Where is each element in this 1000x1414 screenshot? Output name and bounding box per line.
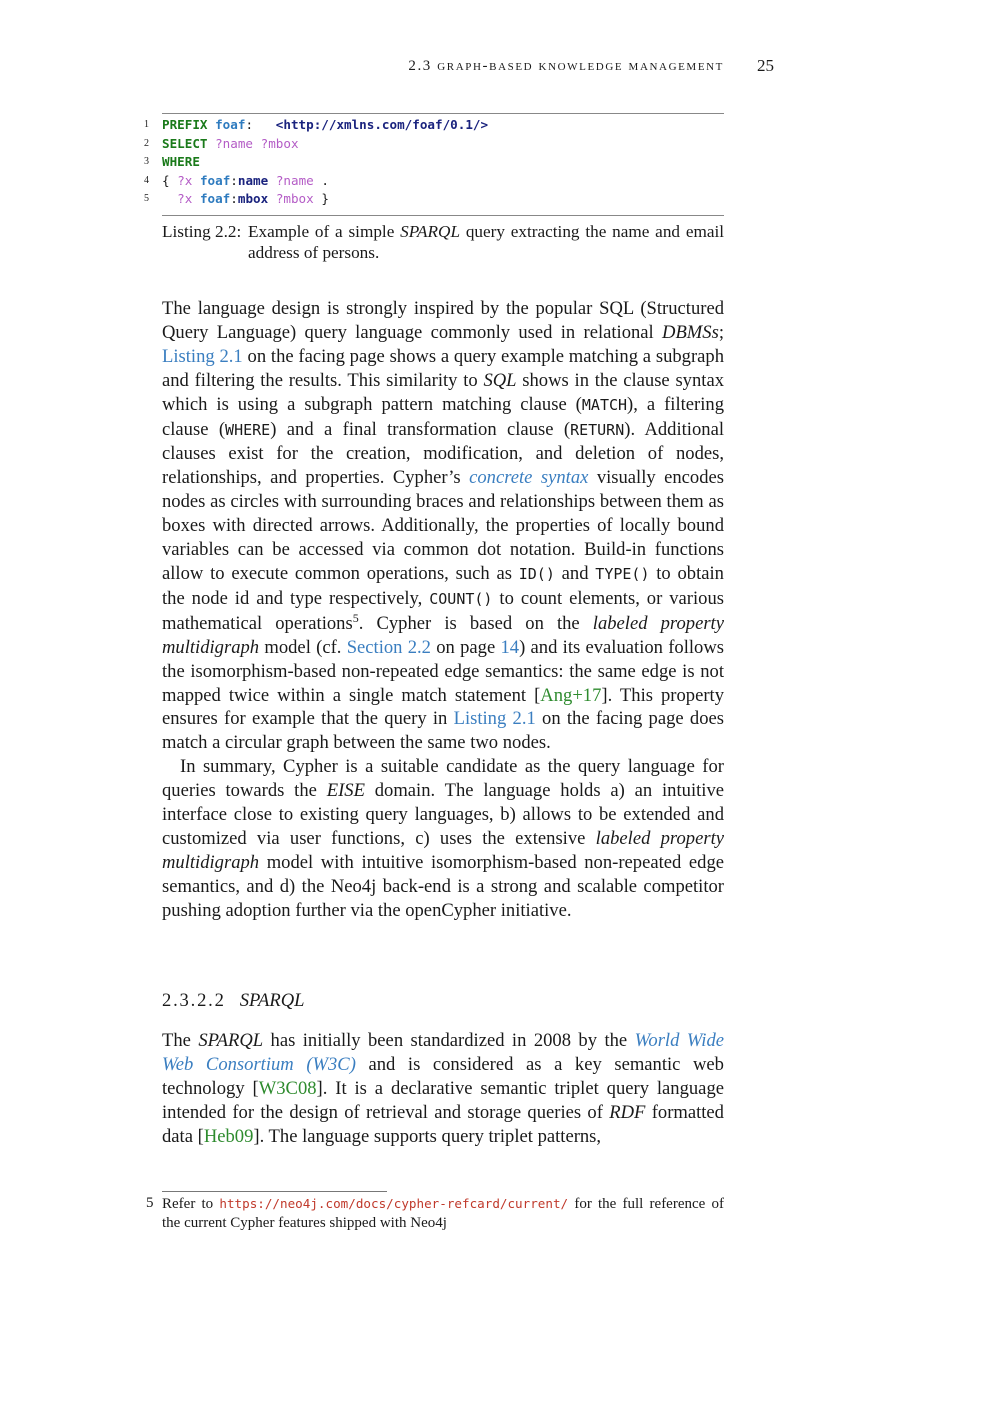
citation-link[interactable]: Heb09 [203, 1125, 254, 1147]
line-number: 1 [144, 119, 149, 130]
line-number: 4 [144, 174, 149, 186]
text: to obtain the node id and type respectively, [162, 562, 724, 609]
page-link[interactable]: 14 [500, 636, 520, 658]
text: on the facing page does match a circular graph between the same two nodes. [162, 708, 724, 754]
text: shows in the clause syntax which is using a subgraph pattern matching clause ( [162, 369, 724, 415]
page-number: 25 [757, 56, 774, 75]
text: The language design is strongly inspired by the popular SQL (Structured Query Language) query language commonly used in relational [162, 298, 724, 343]
variable: ?x [177, 172, 193, 188]
dot: . [321, 172, 329, 188]
property: name [237, 172, 269, 188]
line-number: 5 [144, 193, 149, 204]
subsection-heading [162, 990, 724, 1012]
keyword: WHERE [162, 154, 200, 169]
keyword: PREFIX [162, 117, 208, 132]
subsection-title: SPARQL [239, 990, 305, 1011]
text: model (cf. [259, 636, 347, 658]
colon: : [245, 117, 254, 132]
caption-part: Example of a simple [248, 222, 401, 241]
listing-link[interactable]: Listing 2.1 [162, 345, 243, 367]
listing-caption [162, 221, 724, 263]
acronym: SQL [483, 369, 517, 391]
line-number: 2 [144, 137, 149, 149]
text: Refer to [162, 1196, 220, 1212]
inline-code: TYPE() [595, 564, 650, 583]
acronym: RDF [609, 1101, 646, 1123]
acronym: DBMSs [662, 321, 719, 343]
text: domain. The language holds a) an intuitive interface close to existing query languages, b) allows to be extended and customized via user functions, c) uses the extensive [162, 780, 724, 849]
text: model with intuitive isomorphism-based non-repeated edge semantics, and d) the Neo4j back-end is a strong and scalable competitor pushing adoption further via the openCypher initiative. [162, 851, 724, 921]
colon: : [230, 172, 238, 188]
acronym: SPARQL [198, 1030, 264, 1051]
code-line [144, 153, 724, 172]
text: on the facing page shows a query example matching a subgraph and filtering the results. This similarity to [162, 345, 725, 391]
variable: ?name [275, 172, 314, 188]
glossary-link[interactable]: concrete syntax [469, 467, 589, 489]
emphasis: labeled property multidigraph [162, 612, 724, 658]
inline-code: MATCH [581, 395, 628, 414]
glossary-link[interactable]: World Wide Web Consortium (W3C) [162, 1030, 724, 1075]
text: and [554, 562, 596, 584]
url-link[interactable]: https://neo4j.com/docs/cypher-refcard/current/ [219, 1196, 569, 1211]
body-text [162, 297, 724, 923]
text: on page [430, 636, 501, 658]
acronym: EISE [326, 780, 365, 802]
property: mbox [237, 191, 269, 206]
variable: ?name [215, 135, 254, 151]
text: ]. The language supports query triplet patterns, [253, 1125, 602, 1147]
text: The [162, 1030, 199, 1051]
uri: <http://xmlns.com/foaf/0.1/> [275, 117, 489, 132]
text: ]. It is a declarative semantic triplet query language intended for the design of retrieval and storage queries of [162, 1077, 724, 1123]
inline-code: COUNT() [429, 589, 493, 608]
section-link[interactable]: Section 2.2 [346, 636, 431, 658]
text: ), a filtering clause ( [162, 393, 724, 440]
paragraph [162, 297, 724, 755]
subsection-number: 2.3.2.2 [162, 990, 226, 1011]
text: ). Additional clauses exist for the creation, modification, and deletion of nodes, relationships, and properties. Cypher’s [162, 418, 724, 489]
caption-emphasis: SPARQL [400, 222, 461, 241]
emphasis: labeled property multidigraph [162, 827, 724, 873]
paragraph [162, 755, 724, 922]
text: ) and a final transformation clause ( [270, 418, 571, 440]
text: formatted data [ [162, 1101, 724, 1147]
footnote-number: 5 [146, 1195, 154, 1211]
inline-code: WHERE [225, 420, 271, 439]
variable: ?mbox [275, 191, 314, 206]
variable: ?mbox [260, 135, 299, 151]
prefix: foaf [199, 191, 231, 206]
citation-link[interactable]: W3C08 [258, 1077, 317, 1099]
text: and is considered as a key semantic web technology [ [162, 1053, 724, 1099]
citation-link[interactable]: Ang+17 [540, 684, 602, 706]
text: In summary, Cypher is a suitable candidate as the query language for queries towards the [162, 756, 724, 802]
text: visually encodes nodes as circles with surrounding braces and relationships between them as boxes with directed arrows. Additionally, the properties of locally bound variables can be accessed via common dot notation. Build-in functions allow to execute common operations, such as [162, 467, 725, 584]
code-line [144, 172, 724, 191]
brace: } [321, 191, 329, 206]
colon: : [230, 191, 238, 206]
prefix: foaf [199, 172, 231, 188]
brace: { [162, 172, 170, 188]
text: . Cypher is based on the [358, 612, 593, 634]
line-number: 3 [144, 156, 149, 167]
text: ]. This property ensures for example that the query in [162, 684, 724, 730]
caption-part: query extracting the name and email address of persons. [248, 222, 724, 262]
text: for the full reference of the current Cypher features shipped with Neo4j [162, 1196, 724, 1231]
keyword: SELECT [162, 135, 208, 151]
code-line [144, 190, 724, 209]
code-listing [144, 113, 724, 216]
code-line [144, 116, 724, 135]
caption-text [248, 221, 724, 263]
body-text [162, 1029, 724, 1149]
text: to count elements, or various mathematical operations [162, 587, 724, 634]
prefix: foaf [215, 117, 246, 132]
text: ; [718, 321, 724, 343]
footnote-marker[interactable]: 5 [352, 610, 359, 625]
paragraph [162, 1029, 724, 1149]
footnote [146, 1194, 724, 1233]
text: ) and its evaluation follows the isomorphism-based non-repeated edge semantics: the same edge is not mapped twice within a single match statement [ [162, 636, 725, 706]
code-line [144, 135, 724, 154]
inline-code: ID() [518, 564, 555, 583]
listing-link[interactable]: Listing 2.1 [453, 708, 536, 730]
footnote-divider [162, 1191, 387, 1192]
variable: ?x [177, 191, 193, 206]
text: has initially been standardized in 2008 by the [263, 1030, 635, 1051]
section-title: 2.3 graph-based knowledge management [408, 58, 724, 74]
caption-label: Listing 2.2: [162, 222, 242, 241]
inline-code: RETURN [570, 420, 625, 439]
